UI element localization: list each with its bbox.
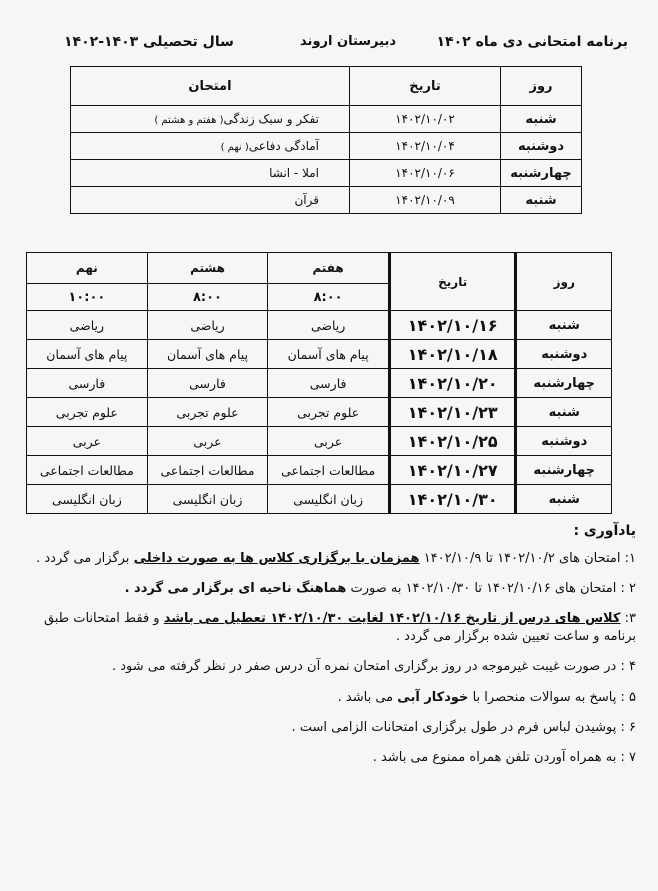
reminder-number: ۲ : (620, 580, 636, 596)
reminder-emphasis: هماهنگ ناحیه ای برگزار می گردد . (124, 580, 347, 596)
reminders-title: یادآوری : (573, 523, 636, 539)
header-date: تاریخ (389, 253, 516, 311)
row-date: ۱۴۰۲/۱۰/۲۵ (389, 427, 516, 456)
school-name: دبیرستان اروند (300, 34, 396, 49)
subject-grade-8: ریاضی (147, 311, 268, 340)
academic-year: سال تحصیلی ۱۴۰۳-۱۴۰۲ (64, 34, 234, 50)
subject-grade-7: عربی (268, 427, 390, 456)
row-date: ۱۴۰۲/۱۰/۰۴ (350, 133, 501, 160)
header-day: روز (501, 67, 582, 106)
table-row (71, 133, 582, 160)
reminder-text-end: می باشد . (337, 689, 394, 705)
document-title: برنامه امتحانی دی ماه ۱۴۰۲ (436, 34, 628, 50)
reminder-number: ۷ : (620, 749, 636, 765)
header-date: تاریخ (350, 67, 501, 106)
row-day: چهارشنبه (516, 369, 612, 398)
row-date: ۱۴۰۲/۱۰/۰۶ (350, 160, 501, 187)
table-header-row (71, 67, 582, 106)
reminder-emphasis: همزمان با برگزاری کلاس ها به صورت داخلی (133, 550, 420, 566)
reminder-text: امتحان های ۱۴۰۲/۱۰/۲ تا ۱۴۰۲/۱۰/۹ (423, 550, 621, 566)
row-exam (71, 106, 350, 133)
reminder-number: ۶ : (620, 719, 636, 735)
subject-grade-8: عربی (147, 427, 268, 456)
row-day: شنبه (516, 311, 612, 340)
reminder-number: ۳: (624, 610, 636, 626)
reminder-text: پوشیدن لباس فرم در طول برگزاری امتحانات الزامی است . (291, 719, 617, 735)
grade-header-row (27, 253, 612, 284)
row-day: چهارشنبه (501, 160, 582, 187)
header-grade-8: هشتم (147, 253, 268, 284)
row-day: دوشنبه (516, 340, 612, 369)
row-date: ۱۴۰۲/۱۰/۳۰ (389, 485, 516, 514)
reminder-item (16, 658, 636, 676)
subject-grade-7: زبان انگلیسی (268, 485, 390, 514)
row-date: ۱۴۰۲/۱۰/۲۰ (389, 369, 516, 398)
second-exam-table (26, 252, 612, 514)
reminder-emphasis: خودکار آبی (397, 689, 469, 705)
reminder-item (16, 689, 636, 707)
header-time-9: ۱۰:۰۰ (27, 284, 148, 311)
subject-grade-9: پیام های آسمان (27, 340, 148, 369)
reminder-text: پاسخ به سوالات منحصرا با (472, 689, 617, 705)
reminder-text: و فقط امتحانات طبق برنامه و ساعت تعیین شده برگزار می گردد . (44, 610, 636, 645)
subject-grade-9: فارسی (27, 369, 148, 398)
reminder-item (16, 749, 636, 767)
row-day: شنبه (501, 106, 582, 133)
header-day: روز (516, 253, 612, 311)
reminder-emphasis: کلاس های درس از تاریخ ۱۴۰۲/۱۰/۱۶ لغایت ۱۴۰۲/۱۰/۳۰ تعطیل می باشد (163, 610, 621, 626)
table-row (27, 311, 612, 340)
reminder-text: در صورت غیبت غیرموجه در روز برگزاری امتحان نمره آن درس صفر در نظر گرفته می شود . (111, 659, 617, 675)
subject-grade-8: زبان انگلیسی (147, 485, 268, 514)
row-date: ۱۴۰۲/۱۰/۱۶ (389, 311, 516, 340)
reminder-text-end: برگزار می گردد . (36, 550, 130, 566)
row-day: شنبه (516, 485, 612, 514)
row-date: ۱۴۰۲/۱۰/۲۷ (389, 456, 516, 485)
subject-grade-7: ریاضی (268, 311, 390, 340)
header-grade-9: نهم (27, 253, 148, 284)
row-exam (71, 187, 350, 214)
header-grade-7: هفتم (268, 253, 390, 284)
row-date: ۱۴۰۲/۱۰/۰۹ (350, 187, 501, 214)
table-row (27, 427, 612, 456)
row-day: شنبه (516, 398, 612, 427)
table-row (27, 340, 612, 369)
row-date: ۱۴۰۲/۱۰/۱۸ (389, 340, 516, 369)
row-exam (71, 160, 350, 187)
subject-grade-8: فارسی (147, 369, 268, 398)
row-day: شنبه (501, 187, 582, 214)
table-row (27, 485, 612, 514)
table-row (71, 187, 582, 214)
first-exam-table (70, 66, 582, 214)
table-row (71, 106, 582, 133)
subject-grade-8: پیام های آسمان (147, 340, 268, 369)
subject-grade-9: عربی (27, 427, 148, 456)
row-day: دوشنبه (516, 427, 612, 456)
row-exam (71, 133, 350, 160)
reminder-number: ۵ : (620, 689, 636, 705)
row-day: دوشنبه (501, 133, 582, 160)
reminder-text: به همراه آوردن تلفن همراه ممنوع می باشد . (372, 749, 617, 765)
reminder-number: ۴ : (620, 659, 636, 675)
exam-note: ( نهم ) (220, 142, 249, 153)
exam-name: آمادگی دفاعی (248, 139, 319, 153)
subject-grade-8: علوم تجربی (147, 398, 268, 427)
table-row (71, 160, 582, 187)
reminder-item (16, 550, 636, 568)
exam-name: تفکر و سبک زندگی (223, 112, 319, 126)
subject-grade-9: علوم تجربی (27, 398, 148, 427)
reminder-item (16, 580, 636, 598)
subject-grade-9: مطالعات اجتماعی (27, 456, 148, 485)
reminder-item (16, 610, 636, 646)
subject-grade-7: علوم تجربی (268, 398, 390, 427)
table-row (27, 369, 612, 398)
exam-name: قرآن (294, 193, 319, 207)
reminder-item (16, 719, 636, 737)
exam-note: ( هفتم و هشتم ) (154, 115, 224, 126)
row-date: ۱۴۰۲/۱۰/۰۲ (350, 106, 501, 133)
header-time-8: ۸:۰۰ (147, 284, 268, 311)
table-row (27, 456, 612, 485)
exam-name: املا - انشا (269, 166, 319, 180)
subject-grade-7: پیام های آسمان (268, 340, 390, 369)
header-time-7: ۸:۰۰ (268, 284, 390, 311)
subject-grade-8: مطالعات اجتماعی (147, 456, 268, 485)
row-day: چهارشنبه (516, 456, 612, 485)
reminder-number: ۱: (624, 550, 636, 566)
reminders-section (16, 522, 636, 779)
reminder-text: امتحان های ۱۴۰۲/۱۰/۱۶ تا ۱۴۰۲/۱۰/۳۰ به صورت (350, 580, 617, 596)
subject-grade-7: فارسی (268, 369, 390, 398)
row-date: ۱۴۰۲/۱۰/۲۳ (389, 398, 516, 427)
subject-grade-9: زبان انگلیسی (27, 485, 148, 514)
subject-grade-7: مطالعات اجتماعی (268, 456, 390, 485)
subject-grade-9: ریاضی (27, 311, 148, 340)
table-row (27, 398, 612, 427)
header-exam: امتحان (71, 67, 350, 106)
